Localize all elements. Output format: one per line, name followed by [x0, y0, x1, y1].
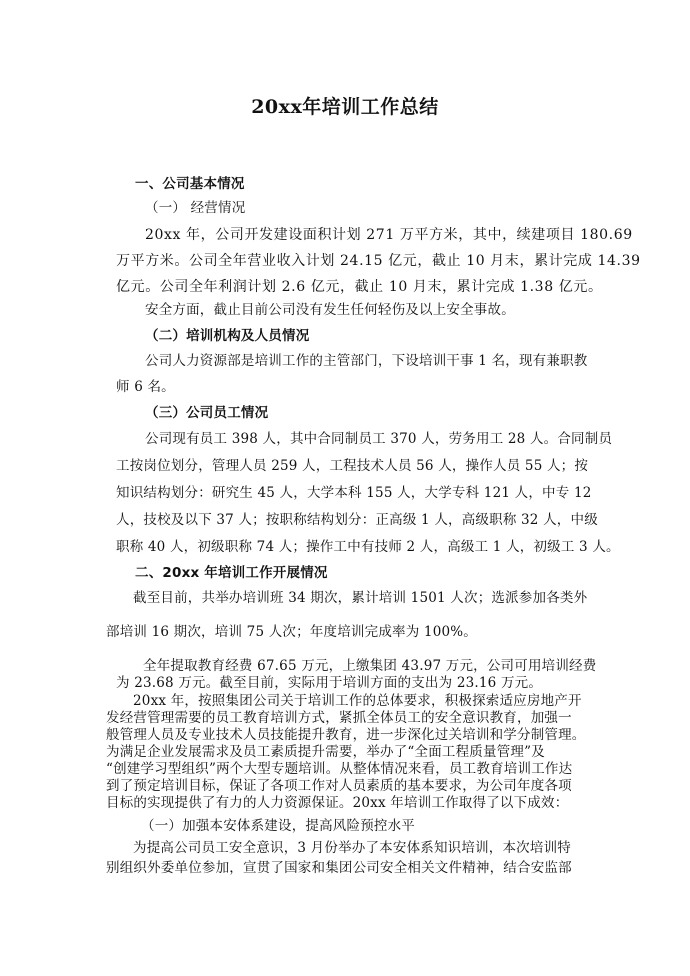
paragraph-line: 公司现有员工 398 人，其中合同制员工 370 人，劳务用工 28 人。合同制员 [145, 431, 613, 447]
paragraph-line: 为提高公司员工安全意识，3 月份举办了本安体系知识培训，本次培训特 [133, 840, 571, 856]
paragraph-line: 万平方米。公司全年营业收入计划 24.15 亿元，截止 10 月末，累计完成 14.39 [116, 253, 641, 269]
paragraph-line: 知识结构划分：研究生 45 人，大学本科 155 人，大学专科 121 人，中专 12 [116, 485, 592, 501]
paragraph-line: 全年提取教育经费 67.65 万元，上缴集团 43.97 万元，公司可用培训经费 [143, 658, 597, 674]
paragraph-line: 安全方面，截止目前公司没有发生任何轻伤及以上安全事故。 [145, 302, 515, 318]
paragraph-line: 般管理人员及专业技术人员技能提升教育，进一步深化过关培训和学分制管理。 [106, 727, 586, 743]
paragraph-line: 到了预定培训目标，保证了各项工作对人员素质的基本要求，为公司年度各项 [106, 778, 572, 794]
paragraph-line: 发经营管理需要的员工教育培训方式，紧抓全体员工的安全意识教育，加强一 [106, 710, 572, 726]
section-heading-1: 一、公司基本情况 [135, 176, 245, 192]
paragraph-line: 20xx 年，按照集团公司关于培训工作的总体要求，积极探索适应房地产开 [133, 693, 582, 709]
paragraph-line: 亿元。公司全年利润计划 2.6 亿元，截止 10 月末，累计完成 1.38 亿元。 [116, 279, 603, 295]
paragraph-line: 公司人力资源部是培训工作的主管部门，下设培训干事 1 名，现有兼职教 [145, 353, 588, 369]
subsection-heading-safety: （一）加强本安体系建设，提高风险预控水平 [141, 818, 415, 834]
paragraph-line: 部培训 16 期次，培训 75 人次；年度培训完成率为 100%。 [106, 624, 478, 640]
paragraph-line: 别组织外委单位参加，宣贯了国家和集团公司安全相关文件精神，结合安监部 [106, 860, 572, 876]
paragraph-line: 为 23.68 万元。截至目前，实际用于培训方面的支出为 23.16 万元。 [116, 675, 543, 691]
paragraph-line: 职称 40 人，初级职称 74 人；操作工中有技师 2 人，高级工 1 人，初级工 3 人。 [116, 539, 620, 555]
paragraph-line: 目标的实现提供了有力的人力资源保证。20xx 年培训工作取得了以下成效： [106, 795, 569, 811]
paragraph-line: 工按岗位划分，管理人员 259 人，工程技术人员 56 人，操作人员 55 人；按 [116, 458, 589, 474]
paragraph-line: 20xx 年，公司开发建设面积计划 271 万平方米，其中，续建项目 180.69 [145, 227, 633, 243]
subsection-heading-training-org: （二）培训机构及人员情况 [145, 328, 310, 344]
paragraph-line: 截至目前，共举办培训班 34 期次，累计培训 1501 人次；选派参加各类外 [133, 590, 588, 606]
paragraph-line: 人，技校及以下 37 人；按职称结构划分：正高级 1 人，高级职称 32 人，中级 [116, 512, 598, 528]
section-heading-2: 二、20xx 年培训工作开展情况 [135, 565, 328, 581]
paragraph-line: 师 6 名。 [116, 379, 175, 395]
document-title: 20xx年培训工作总结 [251, 96, 439, 118]
paragraph-line: “创建学习型组织”两个大型专题培训。从整体情况来看，员工教育培训工作达 [106, 761, 573, 777]
subsection-heading-operations: （一） 经营情况 [145, 200, 246, 216]
paragraph-line: 为满足企业发展需求及员工素质提升需要，举办了“全面工程质量管理”及 [106, 744, 545, 760]
subsection-heading-staff: （三）公司员工情况 [145, 405, 269, 421]
